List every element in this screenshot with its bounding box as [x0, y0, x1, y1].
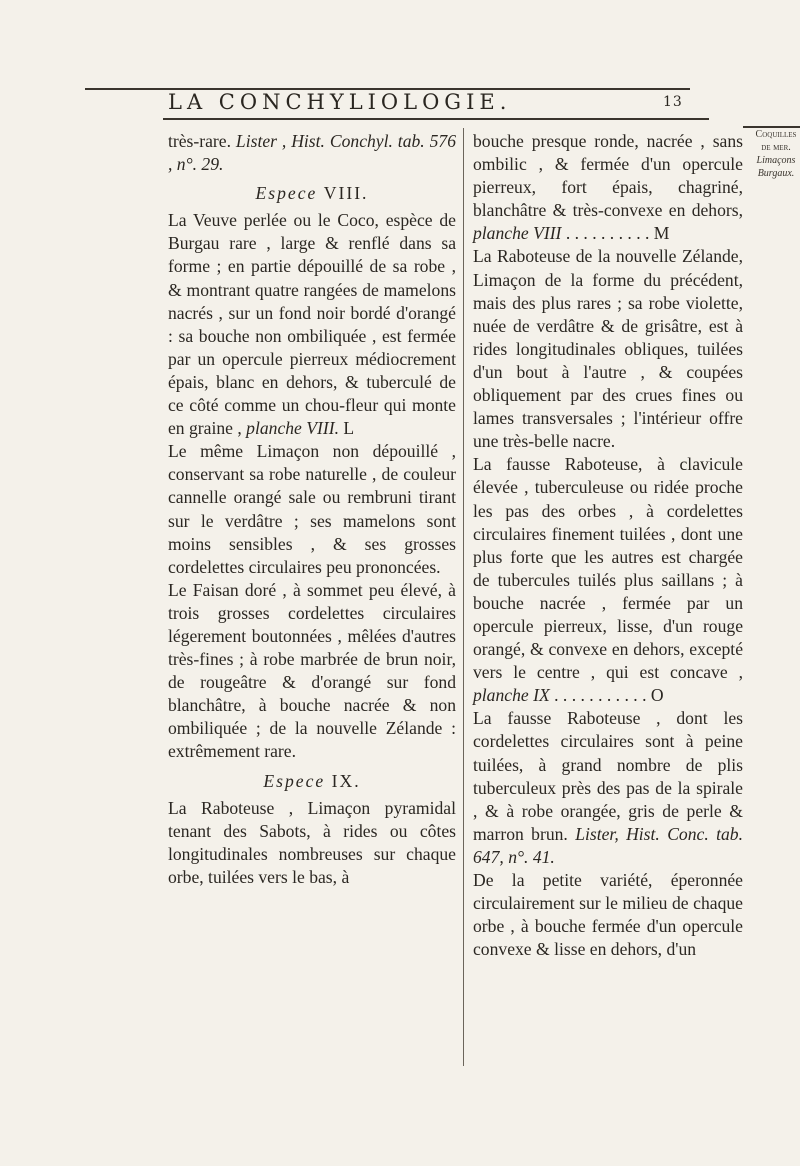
right-column	[473, 130, 743, 961]
column-divider	[463, 128, 464, 1066]
left-paragraph-3: Le même Limaçon non dépouillé , conservant sa robe naturelle , de couleur cannelle orangé sale ou rembruni tirant sur le verdâtre ; ses mamelons sont moins sensibles , & ses grosses cordelettes circulaires peu prononcées.	[168, 441, 456, 577]
page-number: 13	[663, 94, 683, 110]
lister-reference: Lister, Hist. Conc. tab. 647, n°. 41.	[473, 823, 743, 867]
left-column	[168, 130, 456, 889]
species-heading-ix: Espece IX.	[263, 770, 361, 791]
right-paragraph-5: De la petite variété, éperonnée circulairement sur le milieu de chaque orbe , à bouche fermée d'un opercule convexe & lisse en dehors, d'un	[473, 870, 743, 960]
right-paragraph-1: bouche presque ronde, nacrée , sans ombilic , & fermée d'un opercule pierreux, fort épais, chagriné, blanchâtre & très-convexe en dehors, planche VIII . . . . . . . . . . M	[473, 131, 743, 244]
right-paragraph-3: La fausse Raboteuse, à clavicule élevée , tuberculeuse ou ridée proche les pas des orbes , à cordelettes circulaires finement tuilées , dont une plus forte que les autres est chargée de tubercules tuilés plus saillans ; à bouche nacrée , fermée par un opercule pierreux, lisse, d'un rouge orangé, & convexe en dehors, excepté vers le centre , qui est concave , planche IX . . . . . . . . . . . O	[473, 454, 743, 706]
right-paragraph-2: La Raboteuse de la nouvelle Zélande, Limaçon de la forme du précédent, mais des plus rares ; sa robe violette, nuée de verdâtre & de grisâtre, est à rides longitudinales obliques, tuilées d'un bout à l'autre , & coupées obliquement par des crues fines ou lames transversales ; l'intérieur offre une très-belle nacre.	[473, 246, 743, 452]
plate-reference: planche IX	[473, 685, 550, 706]
page-title: LA CONCHYLIOLOGIE.	[168, 90, 512, 114]
right-paragraph-4: La fausse Raboteuse , dont les cordelettes circulaires sont à peine tuilées, à grand nombre de plis tuberculeux près des pas de la spirale , & à robe orangée, gris de perle & marron brun. Lister, Hist. Conc. tab. 647, n°. 41.	[473, 708, 743, 867]
left-paragraph-4: Le Faisan doré , à sommet peu élevé, à trois grosses cordelettes circulaires légerement boutonnées , mêlées d'autres très-fines ; à robe marbrée de brun noir, de rougeâtre & d'orangé sur fond blanchâtre, à bouche nacrée & non ombiliquée ; de la nouvelle Zélande : extrêmement rare.	[168, 579, 456, 762]
header-rule	[163, 118, 709, 120]
left-paragraph-5: La Raboteuse , Limaçon pyramidal tenant des Sabots, à rides ou côtes longitudinales nombreuses sur chaque orbe, tuilées vers le bas, à	[168, 797, 456, 887]
species-heading-viii: Espece VIII.	[255, 183, 369, 204]
left-paragraph-2: La Veuve perlée ou le Coco, espèce de Burgau rare , large & renflé dans sa forme ; en partie dépouillé de sa robe , & montrant quatre rangées de mamelons nacrés , sur un fond noir bordé d'orangé : sa bouche non ombiliquée , est fermée par un opercule pierreux médiocrement épais, blanc en dehors, & tuberculé de ce côté comme un chou-fleur qui monte en graine , planche VIII. L	[168, 210, 456, 439]
margin-note: Coquilles de mer. Limaçons Burgaux.	[755, 129, 797, 179]
plate-reference: planche VIII	[473, 223, 562, 244]
lister-reference: Lister , Hist. Conchyl. tab. 576 , n°. 29.	[168, 131, 456, 175]
left-paragraph-1: très-rare. Lister , Hist. Conchyl. tab. 576 , n°. 29.	[168, 131, 456, 175]
plate-reference: planche VIII.	[246, 418, 339, 439]
